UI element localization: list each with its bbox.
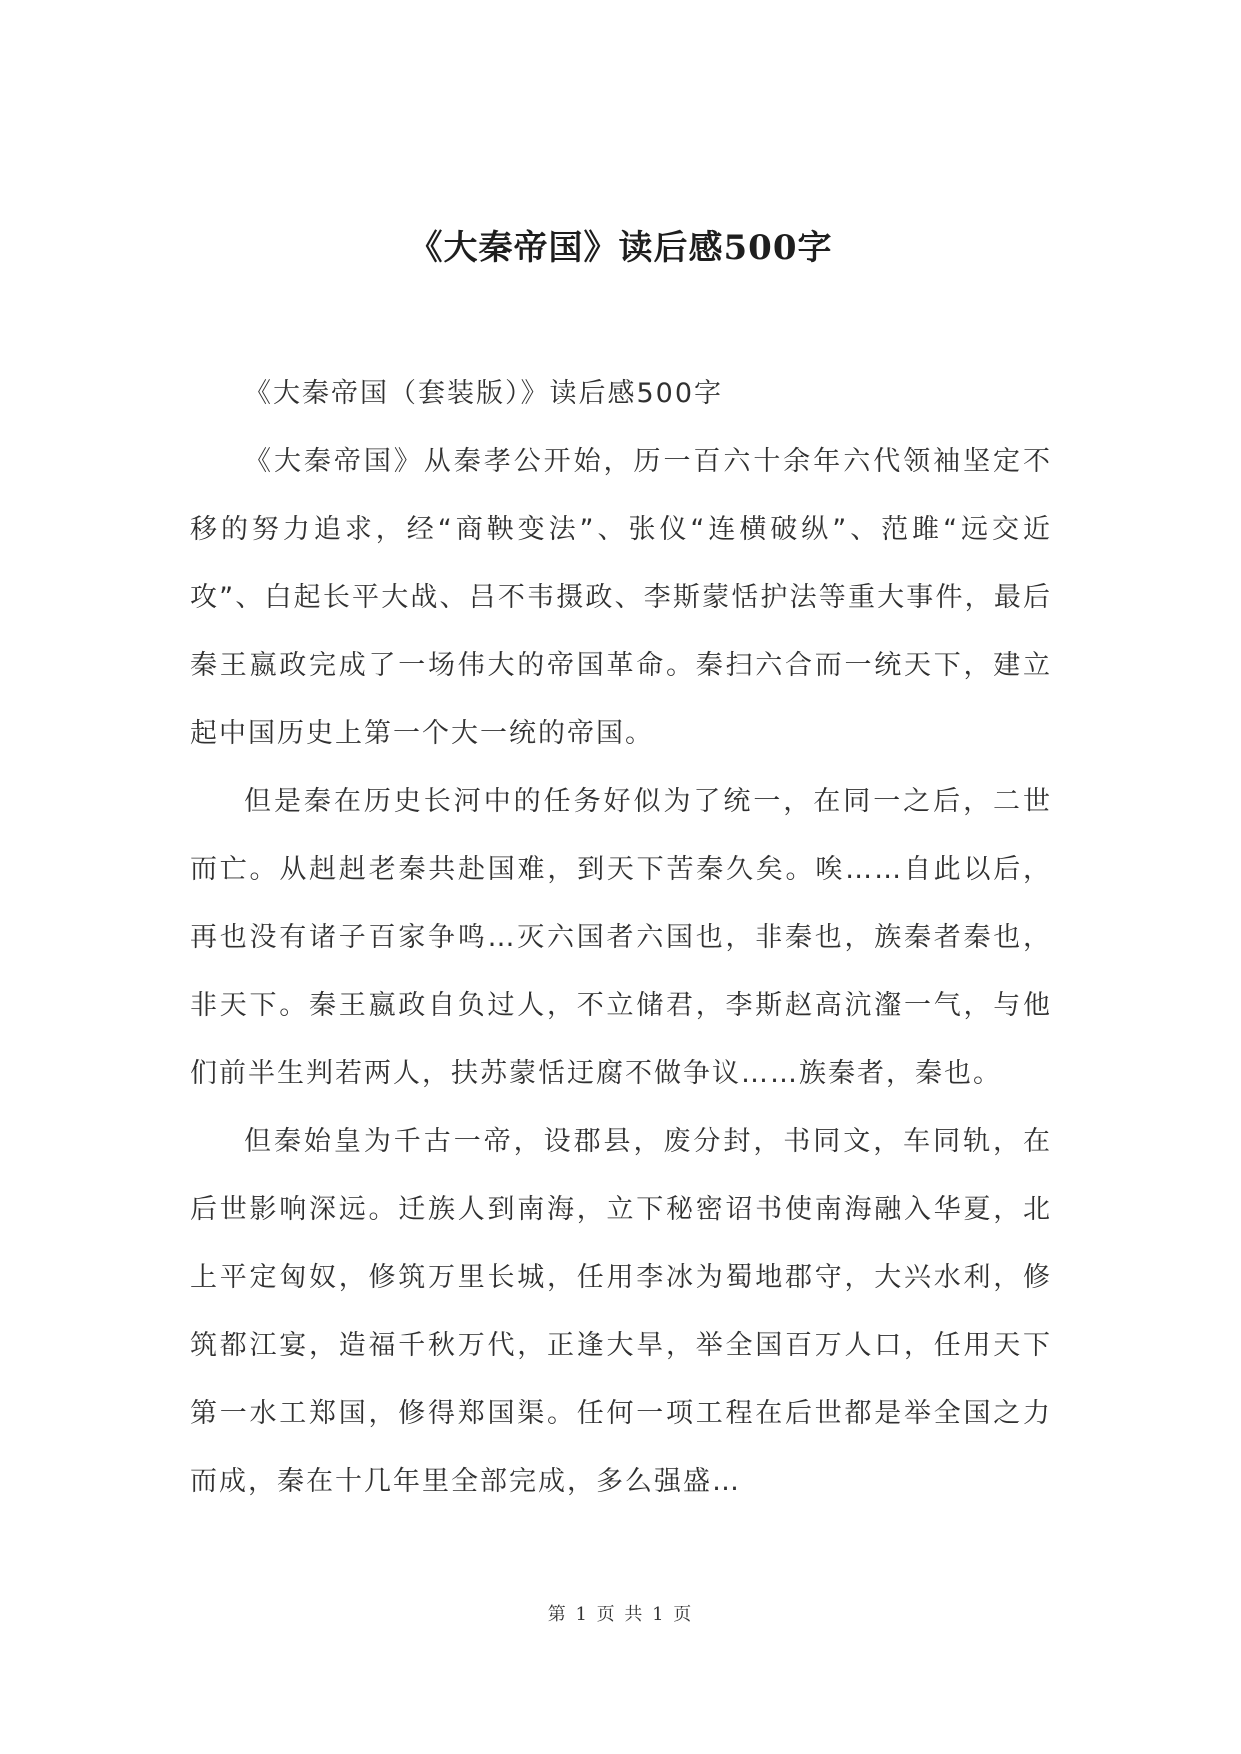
paragraph-2: 但是秦在历史长河中的任务好似为了统一，在同一之后，二世而亡。从赳赳老秦共赴国难，到天下苦秦久矣。唉……自此以后，再也没有诸子百家争鸣…灭六国者六国也，非秦也，族秦者秦也，非天下。秦王嬴政自负过人，不立储君，李斯赵高沆瀣一气，与他们前半生判若两人，扶苏蒙恬迂腐不做争议……族秦者，秦也。	[190, 786, 1052, 1089]
paragraph-subtitle: 《大秦帝国（套装版）》读后感500字	[244, 378, 724, 409]
page-footer: 第 1 页 共 1 页	[547, 1604, 694, 1625]
document-body	[190, 360, 1052, 1516]
paragraph-3: 但秦始皇为千古一帝，设郡县，废分封，书同文，车同轨，在后世影响深远。迁族人到南海，立下秘密诏书使南海融入华夏，北上平定匈奴，修筑万里长城，任用李冰为蜀地郡守，大兴水利，修筑都江宴，造福千秋万代，正逢大旱，举全国百万人口，任用天下第一水工郑国，修得郑国渠。任何一项工程在后世都是举全国之力而成，秦在十几年里全部完成，多么强盛…	[190, 1126, 1052, 1497]
document-title: 《大秦帝国》读后感500字	[408, 228, 833, 268]
paragraph-1: 《大秦帝国》从秦孝公开始，历一百六十余年六代领袖坚定不移的努力追求，经“商鞅变法”、张仪“连横破纵”、范雎“远交近攻”、白起长平大战、吕不韦摄政、李斯蒙恬护法等重大事件，最后秦王嬴政完成了一场伟大的帝国革命。秦扫六合而一统天下，建立起中国历史上第一个大一统的帝国。	[190, 446, 1052, 749]
